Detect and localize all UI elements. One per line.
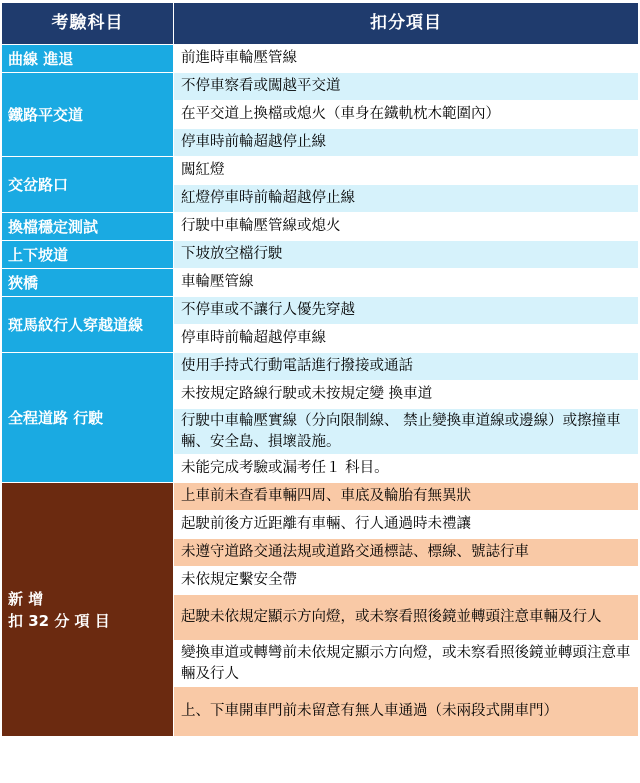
table-row (2, 157, 639, 185)
item-cell: 不停車或不讓行人優先穿越 (174, 297, 639, 325)
table-row (2, 483, 639, 511)
category-cell: 交岔路口 (2, 157, 174, 213)
header-subject: 考驗科目 (2, 3, 174, 45)
item-cell: 未按規定路線行駛或未按規定變 換車道 (174, 381, 639, 409)
item-cell: 未能完成考驗或漏考任１ 科目。 (174, 455, 639, 483)
table-row (2, 241, 639, 269)
category-cell: 上下坡道 (2, 241, 174, 269)
item-cell: 停車時前輪超越停止線 (174, 129, 639, 157)
item-cell: 未遵守道路交通法規或道路交通標誌、標線、號誌行車 (174, 539, 639, 567)
category-cell: 曲線 進退 (2, 45, 174, 73)
category-cell: 換檔穩定測試 (2, 213, 174, 241)
header-row (2, 3, 639, 45)
deduction-table (1, 2, 639, 737)
item-cell: 行駛中車輪壓管線或熄火 (174, 213, 639, 241)
item-cell: 上車前未查看車輛四周、車底及輪胎有無異狀 (174, 483, 639, 511)
item-cell: 不停車察看或闖越平交道 (174, 73, 639, 101)
item-cell: 前進時車輪壓管線 (174, 45, 639, 73)
category-cell: 斑馬紋行人穿越道線 (2, 297, 174, 353)
item-cell: 停車時前輪超越停車線 (174, 325, 639, 353)
table-row (2, 297, 639, 325)
table-row (2, 213, 639, 241)
item-cell: 行駛中車輪壓實線（分向限制線、 禁止變換車道線或邊線）或擦撞車 輛、安全島、損壞設施。 (174, 409, 639, 455)
item-cell: 在平交道上換檔或熄火（車身在鐵軌枕木範圍內） (174, 101, 639, 129)
item-cell: 車輪壓管線 (174, 269, 639, 297)
category-cell: 鐵路平交道 (2, 73, 174, 157)
category-cell-new (2, 483, 174, 737)
category-line-1: 新 增 (8, 589, 44, 608)
item-cell: 下坡放空檔行駛 (174, 241, 639, 269)
table-row (2, 269, 639, 297)
item-cell: 紅燈停車時前輪超越停止線 (174, 185, 639, 213)
table-row (2, 353, 639, 381)
table-row (2, 73, 639, 101)
item-cell: 使用手持式行動電話進行撥接或通話 (174, 353, 639, 381)
header-deduction: 扣分項目 (174, 3, 639, 45)
category-line-2: 扣 32 分 項 目 (8, 611, 110, 630)
item-cell: 起駛未依規定顯示方向燈，或未察看照後鏡並轉頭注意車輛及行人 (174, 595, 639, 641)
item-cell: 起駛前後方近距離有車輛、行人通過時未禮讓 (174, 511, 639, 539)
item-cell: 上、下車開車門前未留意有無人車通過（未兩段式開車門） (174, 687, 639, 737)
table-row (2, 45, 639, 73)
item-cell: 闖紅燈 (174, 157, 639, 185)
category-cell: 狹橋 (2, 269, 174, 297)
item-cell: 變換車道或轉彎前未依規定顯示方向燈，或未察看照後鏡並轉頭注意車輛及行人 (174, 641, 639, 687)
category-cell: 全程道路 行駛 (2, 353, 174, 483)
item-cell: 未依規定繫安全帶 (174, 567, 639, 595)
